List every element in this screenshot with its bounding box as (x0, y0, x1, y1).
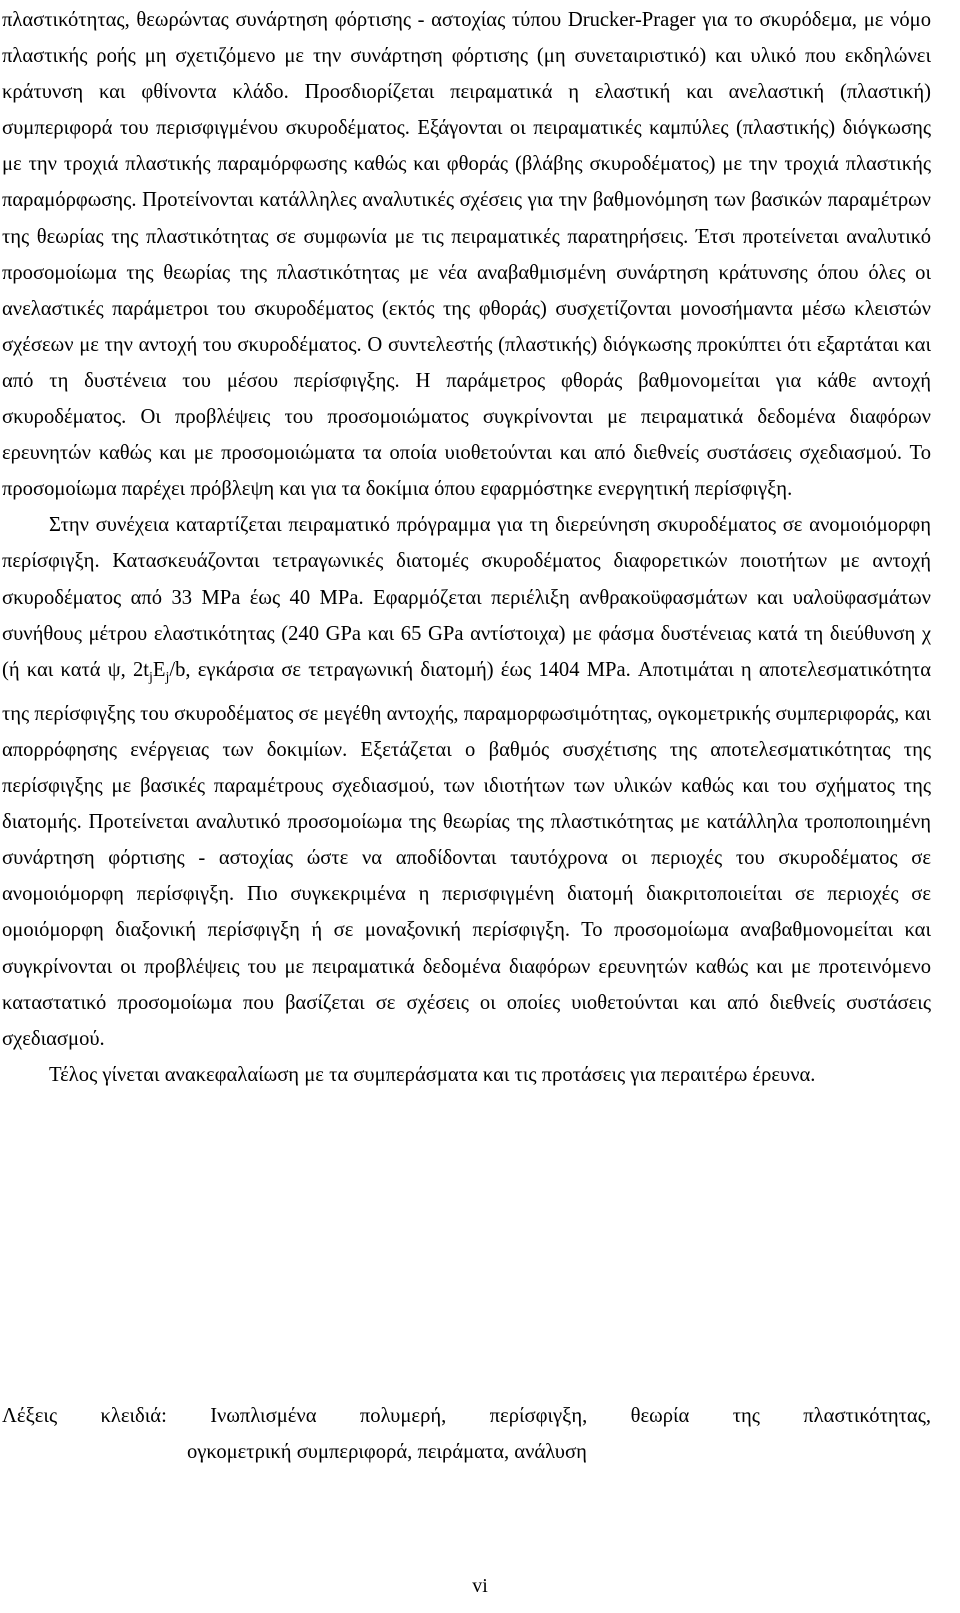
keywords-list-1: Ινωπλισμένα πολυμερή, περίσφιγξη, θεωρία της πλαστικότητας, (210, 1405, 932, 1427)
keywords-section (2, 1398, 931, 1470)
paragraph-2-part2: /b, εγκάρσια σε τετραγωνική διατομή) έως 1404 MPa. Αποτιμάται η αποτελεσματικότητα της περίσφιγξης του σκυροδέματος σε μεγέθη αντοχής, παραμορφωσιμότητας, ογκομετρικής συμπεριφοράς, και απορρόφησης ενέργειας των δοκιμίων. Εξετάζεται ο βαθμός συσχέτισης της αποτελεσματικότητας της περίσφιγξης με βασικές παραμέτρους σχεδιασμού, των ιδιοτήτων των υλικών καθώς και του σχήματος της διατομής. Προτείνεται αναλυτικό προσομοίωμα της θεωρίας της πλαστικότητας με κατάλληλα τροποποιημένη συνάρτηση φόρτισης - αστοχίας ώστε να αποδίδονται ταυτόχρονα οι περιοχές του σκυροδέματος σε ανομοιόμορφη περίσφιγξη. Πιο συγκεκριμένα η περισφιγμένη διατομή διακριτοποιείται σε περιοχές σε ομοιόμορφη διαξονική περίσφιγξη ή σε μοναξονική περίσφιγξη. Το προσομοίωμα αναβαθμονομείται και συγκρίνονται οι προβλέψεις του με πειραματικά δεδομένα διαφόρων ερευνητών καθώς και με προτεινόμενο καταστατικό προσομοίωμα που βασίζεται σε σχέσεις οι οποίες υιοθετούνται και από διεθνείς συστάσεις σχεδιασμού. (2, 658, 931, 1050)
keywords-label: Λέξεις κλειδιά: (2, 1405, 167, 1427)
body-text (2, 2, 931, 1093)
paragraph-2-symbol-E: E (152, 658, 166, 681)
keywords-list-2: ογκομετρική συμπεριφορά, πειράματα, ανάλυση (187, 1441, 587, 1464)
paragraph-3: Τέλος γίνεται ανακεφαλαίωση με τα συμπεράσματα και τις προτάσεις για περαιτέρω έρευνα. (49, 1063, 816, 1086)
keywords-line-1 (2, 1398, 931, 1434)
page-number: vi (472, 1575, 488, 1597)
paragraph-2 (2, 507, 931, 1057)
paragraph-2-part1: Στην συνέχεια καταρτίζεται πειραματικό πρόγραμμα για τη διερεύνηση σκυροδέματος σε ανομοιόμορφη περίσφιγξη. Κατασκευάζονται τετραγωνικές διατομές σκυροδέματος διαφορετικών ποιοτήτων με αντοχή σκυροδέματος από 33 MPa έως 40 MPa. Εφαρμόζεται περιέλιξη ανθρακοϋφασμάτων και υαλοϋφασμάτων συνήθους μέτρου ελαστικότητας (240 GPa και 65 GPa αντίστοιχα) με φάσμα δυστένειας κατά τη διεύθυνση χ (ή και κατά ψ, 2t (2, 514, 931, 681)
paragraph-1: πλαστικότητας, θεωρώντας συνάρτηση φόρτισης - αστοχίας τύπου Drucker-Prager για το σκυρόδεμα, με νόμο πλαστικής ροής μη σχετιζόμενο με την συνάρτηση φόρτισης (μη συνεταιριστικό) και υλικό που εκδηλώνει κράτυνση και φθίνοντα κλάδο. Προσδιορίζεται πειραματικά η ελαστική και ανελαστική (πλαστική) συμπεριφορά του περισφιγμένου σκυροδέματος. Εξάγονται οι πειραματικές καμπύλες (πλαστικής) διόγκωσης με την τροχιά πλαστικής παραμόρφωσης καθώς και φθοράς (βλάβης σκυροδέματος) με την τροχιά πλαστικής παραμόρφωσης. Προτείνονται κατάλληλες αναλυτικές σχέσεις για την βαθμονόμηση των βασικών παραμέτρων της θεωρίας της πλαστικότητας σε συμφωνία με τις πειραματικές παρατηρήσεις. Έτσι προτείνεται αναλυτικό προσομοίωμα της θεωρίας της πλαστικότητας με νέα αναβαθμισμένη συνάρτηση κράτυνσης όπου όλες οι ανελαστικές παράμετροι του σκυροδέματος (εκτός της φθοράς) συσχετίζονται μονοσήμαντα μέσω κλειστών σχέσεων με την αντοχή του σκυροδέματος. Ο συντελεστής (πλαστικής) διόγκωσης προκύπτει ότι εξαρτάται και από τη δυστένεια του μέσου περίσφιγξης. Η παράμετρος φθοράς βαθμονομείται για κάθε αντοχή σκυροδέματος. Οι προβλέψεις του προσομοιώματος συγκρίνονται με πειραματικά δεδομένα διαφόρων ερευνητών καθώς και με προσομοιώματα τα οποία υιοθετούνται και από διεθνείς συστάσεις σχεδιασμού. Το προσομοίωμα παρέχει πρόβλεψη και για τα δοκίμια όπου εφαρμόστηκε ενεργητική περίσφιγξη. (2, 9, 931, 501)
subscript-j-2: j (165, 669, 170, 685)
subscript-j-1: j (148, 669, 153, 685)
